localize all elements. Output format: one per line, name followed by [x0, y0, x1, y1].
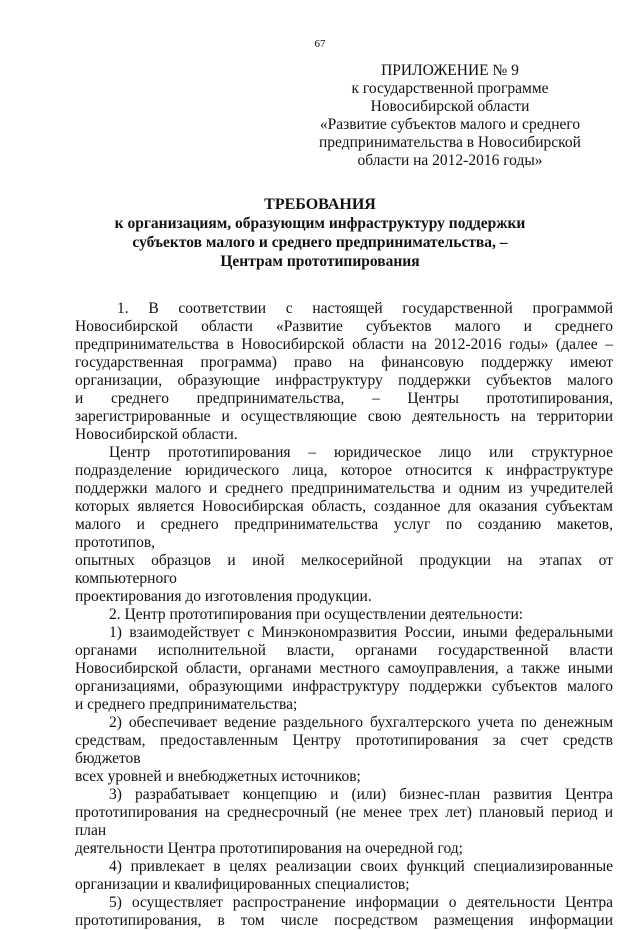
body-line: Новосибирской области. [75, 426, 238, 443]
body-line: подразделение юридического лица, которое относится к инфраструктуре [75, 462, 613, 479]
document-body [75, 300, 613, 930]
appendix-line: ПРИЛОЖЕНИЕ № 9 [381, 62, 519, 79]
body-line: малого и среднего предпринимательства услуг по созданию макетов, прототипов, [75, 516, 613, 551]
appendix-line: к государственной программе [351, 80, 549, 97]
body-line: проектирования до изготовления продукции. [75, 588, 372, 605]
list-item-line: 1) взаимодействует с Минэкономразвития России, иными федеральными [109, 624, 613, 641]
list-item-line: деятельности Центра прототипирования на очередной год; [75, 840, 463, 857]
appendix-line: предпринимательства в Новосибирской [319, 134, 581, 151]
list-item-line: 4) привлекает в целях реализации своих функций специализированные [109, 858, 613, 875]
body-line: предпринимательства в Новосибирской области на 2012-2016 годы» (далее – [75, 336, 613, 353]
body-line: Центр прототипирования – юридическое лицо или структурное [109, 444, 613, 461]
list-item-line: 5) осуществляет распространение информации о деятельности Центра [109, 894, 613, 911]
body-line: 2. Центр прототипирования при осуществлении деятельности: [109, 606, 524, 623]
body-line: зарегистрированные и осуществляющие свою деятельность на территории [75, 408, 613, 425]
list-item-line: средствам, предоставленным Центру прототипирования за счет средств бюджетов [75, 732, 613, 767]
list-item-line: Новосибирской области, органами местного самоуправления, а также иными [75, 660, 613, 677]
appendix-line: области на 2012-2016 годы» [357, 152, 543, 169]
body-line: которых является Новосибирская область, созданное для оказания субъектам [75, 498, 613, 515]
body-line: 1. В соответствии с настоящей государственной программой [117, 300, 613, 317]
list-item-line: организациями, образующими инфраструктуру поддержки субъектов малого [75, 678, 613, 695]
document-heading [60, 195, 580, 271]
document-subtitle-line: к организациям, образующим инфраструктуру поддержки [114, 215, 526, 232]
appendix-line: «Развитие субъектов малого и среднего [319, 116, 581, 133]
body-line: и среднего предпринимательства, – Центры прототипирования, [75, 390, 613, 407]
document-subtitle-line: Центрам прототипирования [220, 253, 420, 270]
list-item-line: прототипирования, в том числе посредством размещения информации [75, 912, 613, 929]
list-item-line: органами исполнительной власти, органами государственной власти [75, 642, 613, 659]
document-subtitle-line: субъектов малого и среднего предпринимательства, – [132, 234, 508, 251]
page-number: 67 [314, 38, 326, 50]
list-item-line: 2) обеспечивает ведение раздельного бухгалтерского учета по денежным [109, 714, 613, 731]
list-item-line: 3) разрабатывает концепцию и (или) бизнес-план развития Центра [109, 786, 613, 803]
list-item-line: всех уровней и внебюджетных источников; [75, 768, 361, 785]
list-item-line: и среднего предпринимательства; [75, 696, 298, 713]
body-line: поддержки малого и среднего предпринимательства и одним из учредителей [75, 480, 613, 497]
appendix-line: Новосибирской области [370, 98, 530, 115]
list-item-line: организации и квалифицированных специалистов; [75, 876, 410, 893]
body-line: опытных образцов и иной мелкосерийной продукции на этапах от компьютерного [75, 552, 613, 587]
document-title: ТРЕБОВАНИЯ [264, 196, 376, 213]
list-item-line: прототипирования на среднесрочный (не менее трех лет) плановый период и план [75, 804, 613, 839]
appendix-header [300, 62, 600, 170]
body-line: государственная программа) право на финансовую поддержку имеют [75, 354, 613, 371]
body-line: организации, образующие инфраструктуру поддержки субъектов малого [75, 372, 613, 389]
body-line: Новосибирской области «Развитие субъектов малого и среднего [75, 318, 613, 335]
